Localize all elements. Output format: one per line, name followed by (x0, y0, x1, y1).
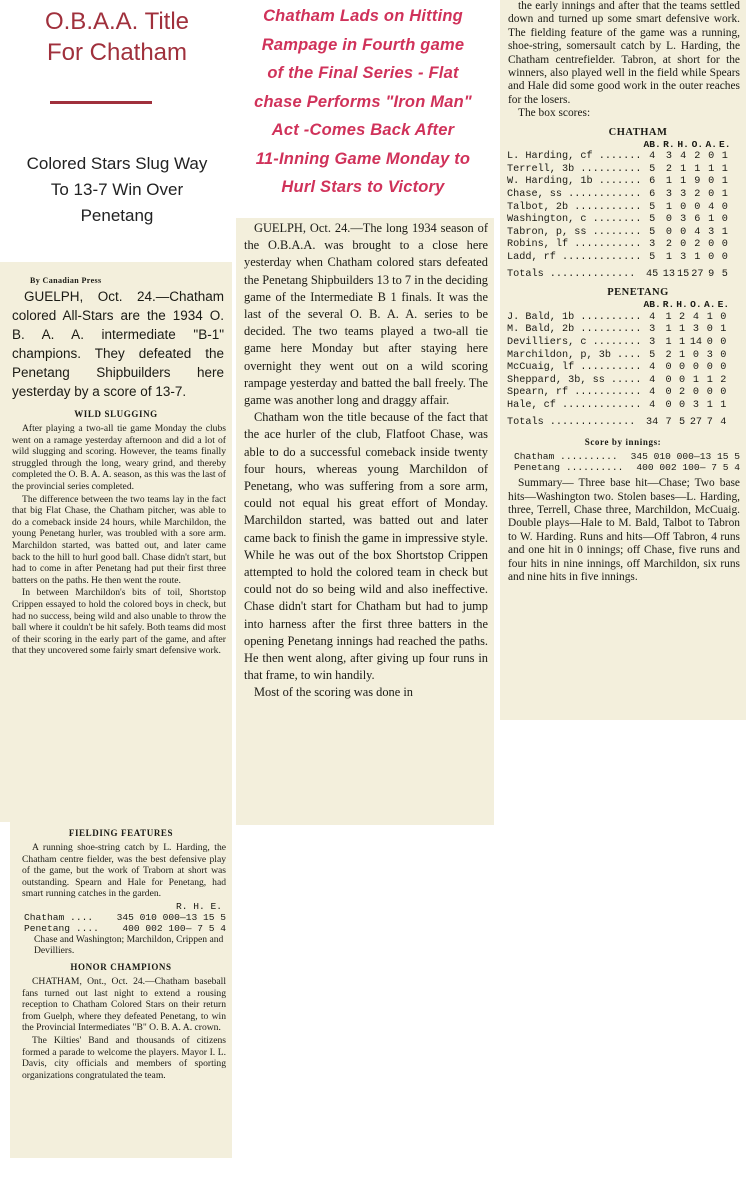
red-headline-line: Chatham Lads on Hitting (263, 7, 463, 25)
line-score-row (24, 923, 226, 934)
player-name: Tabron, p, ss ........ (507, 226, 642, 238)
stat-cell: 0 (720, 311, 727, 323)
stat-cell: 4 (649, 151, 656, 163)
subhead-line-3: Penetang (80, 206, 154, 225)
stat-cell: 0 (706, 362, 713, 374)
player-name: Chase, ss ............ (507, 189, 642, 201)
player-name: Hale, cf ............. (507, 399, 642, 411)
article-body (0, 423, 232, 657)
team-name: Penetang .... (24, 922, 99, 934)
box-score-row (506, 312, 730, 325)
stat-cell: 0 (694, 201, 701, 213)
stat-cell: 3 (692, 324, 699, 336)
box-score-penetang (506, 299, 730, 429)
box-score-row (506, 164, 732, 177)
player-name: J. Bald, 1b .......... (507, 311, 642, 323)
stat-cell: 2 (694, 151, 701, 163)
player-name: Ladd, rf ............. (507, 252, 642, 263)
stat-cell: 9 (694, 176, 701, 188)
inning-line: 345 010 000—13 15 5 (630, 451, 740, 463)
box-score-team: PENETANG (607, 287, 669, 299)
stat-cell: 0 (692, 387, 699, 399)
box-score-row (506, 189, 732, 202)
paragraph: Most of the scoring was done in (254, 685, 413, 700)
batteries: Chase and Washington; Marchildon, Crippen and Devilliers. (34, 933, 224, 956)
box-score-row (506, 176, 732, 189)
stat-cell: 6 (649, 176, 656, 188)
stat-cell: 3 (692, 399, 699, 411)
article-body (10, 976, 232, 1081)
box-score-team: CHATHAM (608, 126, 668, 138)
stat-cell: 0 (692, 362, 699, 374)
paragraph: After playing a two-all tie game Monday the clubs went on a ramage yesterday afternoon and did a lot of wild slugging and scoring. However, the teams finally struggled through the long, weary grind, and thereby completed the O. B. A. A. season, as this was the last of the provincial series completed. (12, 423, 226, 492)
clipping-right (500, 0, 746, 720)
stat-cell: 3 (649, 239, 656, 251)
stat-cell: 1 (665, 176, 672, 188)
player-name: W. Harding, 1b ....... (507, 176, 642, 188)
stat-cell: 0 (665, 362, 672, 374)
stat-cell: 9 (708, 268, 715, 280)
stat-cell: 4 (692, 311, 699, 323)
stat-cell: 5 (649, 214, 656, 226)
stat-cell: 0 (708, 151, 715, 163)
stat-cell: 1 (694, 252, 701, 263)
inning-line: 400 002 100— 7 5 4 (122, 922, 226, 934)
stat-cell: 13 (662, 268, 676, 280)
stat-cell: 0 (692, 349, 699, 361)
totals-label: Totals .............. (507, 268, 636, 280)
byline: By Canadian Press (30, 276, 102, 285)
stat-cell: 0 (720, 349, 727, 361)
column-header: R. (662, 299, 675, 311)
title-line-1: O.B.A.A. Title (44, 8, 190, 35)
stat-cell: 2 (720, 374, 727, 386)
stat-cell: 0 (665, 399, 672, 411)
column-header: AB. (643, 299, 661, 311)
stat-cell: 0 (706, 336, 713, 348)
subhead-line-1: Colored Stars Slug Way (26, 154, 208, 173)
rhe-header: R. H. E. (175, 900, 222, 912)
box-score-row (506, 337, 730, 350)
stat-cell: 15 (677, 268, 690, 280)
line-score (500, 451, 746, 473)
stat-cell: 0 (721, 214, 728, 226)
stat-cell: 2 (665, 163, 672, 175)
stat-cell: 5 (649, 252, 656, 263)
box-score-totals (506, 265, 732, 282)
column-header: E. (719, 138, 731, 150)
summary-paragraph: Summary— Three base hit—Chase; Two base hits—Washington two. Stolen bases—L. Harding, three, Terrell, Chase three, Marchildon, McCuaig. Double plays—Hale to M. Bald, Talbot to Tabron to W. Harding. Runs and hits—Off Tabron, 4 runs and one hit in 0 innings; off Chase, five runs and four hits in nine innings, off Marchildon, six runs and nine hits in five innings. (508, 477, 740, 583)
team-name: Chatham .... (24, 911, 94, 923)
box-score-row (506, 362, 730, 375)
stat-cell: 0 (708, 176, 715, 188)
stat-cell: 1 (720, 324, 727, 336)
stat-cell: 1 (706, 399, 713, 411)
stat-cell: 0 (680, 201, 687, 213)
stat-cell: 1 (721, 151, 728, 163)
player-name: Talbot, 2b ........... (507, 201, 642, 213)
line-score-row (514, 451, 740, 462)
stat-cell: 0 (678, 399, 686, 411)
red-headline-line: chase Performs "Iron Man" (254, 92, 472, 111)
stat-cell: 3 (665, 189, 672, 201)
stat-cell: 4 (680, 151, 687, 163)
stat-cell: 0 (720, 336, 727, 348)
stat-cell: 0 (720, 362, 727, 374)
stat-cell: 45 (646, 268, 659, 280)
stat-cell: 0 (706, 324, 713, 336)
paragraph: CHATHAM, Ont., Oct. 24.—Chatham baseball fans turned out last night to extend a rousing reception to Chatham Colored Stars on their return from Guelph, where they defeated Penetang, to win the Provincial Intermediates "B" O. B. A. A. crown. (22, 975, 226, 1034)
article-body (236, 218, 494, 702)
article-body (500, 477, 746, 584)
stat-cell: 2 (665, 349, 672, 361)
stat-cell: 1 (721, 189, 728, 201)
stat-cell: 0 (720, 387, 727, 399)
box-score-row (506, 214, 732, 227)
box-score-rows (506, 151, 732, 264)
stat-cell: 0 (680, 226, 687, 238)
stat-cell: 0 (665, 214, 672, 226)
stat-cell: 0 (708, 189, 715, 201)
stat-cell: 1 (692, 374, 699, 386)
sub-headline (4, 151, 230, 229)
stat-cell: 5 (649, 163, 656, 175)
box-score-row (506, 202, 732, 215)
stat-cell: 0 (665, 226, 672, 238)
article-body (10, 842, 232, 900)
stat-cell: 3 (680, 189, 687, 201)
clipping-middle (236, 218, 494, 825)
column-header: R. (663, 138, 675, 150)
stat-cell: 7 (706, 416, 713, 428)
stat-cell: 0 (680, 239, 687, 251)
stat-cell: 1 (694, 163, 701, 175)
stat-cell: 4 (694, 226, 701, 238)
title-underline (50, 101, 152, 104)
box-score-row (506, 239, 732, 252)
stat-cell: 3 (708, 226, 715, 238)
red-headline-line: Act -Comes Back After (271, 121, 455, 139)
stat-cell: 1 (680, 176, 687, 188)
page-title (6, 6, 228, 68)
box-score-header (506, 139, 732, 152)
stat-cell: 0 (678, 374, 686, 386)
stat-cell: 1 (721, 163, 728, 175)
stat-cell: 1 (721, 176, 728, 188)
clipping-left-upper (0, 262, 232, 822)
lead-paragraph: GUELPH, Oct. 24.—Chatham colored All-Stars are the 1934 O. B. A. A. intermediate "B-1" champions. They defeated the Penetang Shipbuilders here yesterday by a score of 13-7. (12, 289, 224, 399)
subhead-line-2: To 13-7 Win Over (50, 180, 184, 199)
stat-cell: 1 (678, 349, 686, 361)
stat-cell: 0 (708, 252, 715, 263)
player-name: Washington, c ........ (507, 214, 642, 226)
stat-cell: 2 (665, 239, 672, 251)
stat-cell: 4 (720, 416, 727, 428)
stat-cell: 3 (680, 252, 687, 263)
stat-cell: 5 (649, 349, 656, 361)
stat-cell: 0 (678, 362, 686, 374)
column-header: H. (677, 138, 689, 150)
player-name: Terrell, 3b .......... (507, 163, 642, 175)
stat-cell: 27 (689, 416, 703, 428)
box-score-row (506, 324, 730, 337)
red-headline (232, 2, 494, 202)
box-score-chatham (506, 139, 732, 282)
column-header: AB. (643, 138, 661, 150)
paragraph: In between Marchildon's bits of toil, Shortstop Crippen essayed to hold the colored boys in check, but had no success, being wild and also unable to throw the ball where it couldn't be hit safely. Both teams did most of their scoring in the early part of the game, and after that they uncovered some fairly smart defensive work. (12, 587, 226, 657)
paragraph: The difference between the two teams lay in the fact that big Flat Chase, the Chatham pitcher, was able to do a comeback inside 24 hours, while Marchildon, the young Penetang hurler, was troubled with a sore arm. Marchildon started, was batted out, and later came back to the hill to hurl good ball. Chase didn't start, but had to come in after Penetang had put their first three batters on the paths. He then went the route. (12, 493, 226, 586)
stat-cell: 1 (706, 311, 713, 323)
paragraph: The Kilties' Band and thousands of citizens formed a parade to welcome the players. Mayor I. L. Davis, city officials and members of sporting organizations congratulated the team. (22, 1034, 226, 1081)
stat-cell: 1 (706, 374, 713, 386)
box-score-row (506, 375, 730, 388)
stat-cell: 0 (706, 387, 713, 399)
stat-cell: 1 (665, 252, 672, 263)
stat-cell: 0 (665, 387, 672, 399)
box-score-totals (506, 413, 730, 430)
paragraph: The box scores: (518, 107, 591, 120)
stat-cell: 3 (680, 214, 687, 226)
player-name: Devilliers, c ........ (507, 336, 642, 348)
paragraph: the early innings and after that the teams settled down and turned up some smart defensive work. The fielding feature of the game was a running, shoe-string, somersault catch by L. Harding, the Chatham centrefielder. Tabron, at short for the winners, also played well in the field while Spears and Hale did some good work in the outer reaches for the losers. (508, 0, 740, 106)
box-score-row (506, 387, 730, 400)
stat-cell: 2 (694, 189, 701, 201)
stat-cell: 0 (721, 239, 728, 251)
red-headline-line: Hurl Stars to Victory (281, 178, 445, 196)
stat-cell: 5 (721, 268, 728, 280)
stat-cell: 1 (665, 201, 672, 213)
stat-cell: 0 (721, 252, 728, 263)
stat-cell: 1 (708, 214, 715, 226)
column-header: O. (691, 138, 704, 150)
stat-cell: 3 (649, 324, 656, 336)
red-headline-line: Rampage in Fourth game (261, 35, 465, 54)
box-score-row (506, 252, 732, 265)
stat-cell: 4 (708, 201, 715, 213)
stat-cell: 5 (649, 226, 656, 238)
stat-cell: 0 (708, 239, 715, 251)
column-header: O. (690, 299, 702, 311)
player-name: Sheppard, 3b, ss ..... (507, 374, 642, 386)
box-score-row (506, 400, 730, 413)
section-heading: FIELDING FEATURES (68, 828, 174, 838)
team-name: Penetang .......... (514, 462, 624, 474)
stat-cell: 1 (720, 399, 727, 411)
player-name: Spearn, rf ........... (507, 387, 642, 399)
section-heading: WILD SLUGGING (74, 409, 158, 419)
stat-cell: 1 (665, 336, 672, 348)
stat-cell: 2 (678, 387, 686, 399)
stat-cell: 4 (649, 362, 656, 374)
stat-cell: 2 (694, 239, 701, 251)
stat-cell: 2 (678, 311, 686, 323)
red-headline-line: of the Final Series - Flat (267, 64, 459, 82)
box-score-row (506, 350, 730, 363)
stat-cell: 0 (721, 201, 728, 213)
player-name: McCuaig, lf .......... (507, 362, 642, 374)
paragraph: A running shoe-string catch by L. Harding, the Chatham centre fielder, was the best defensive play of the game, but the work of Traborn at short was outstanding. Spearn and Hale for Penetang, had smart running catches in the garden. (22, 842, 226, 900)
title-line-2: For Chatham (46, 39, 188, 66)
section-heading: HONOR CHAMPIONS (70, 961, 172, 972)
player-name: Robins, lf ........... (507, 239, 642, 251)
stat-cell: 7 (665, 416, 672, 428)
box-score-row (506, 151, 732, 164)
article-body (500, 0, 746, 121)
stat-cell: 27 (691, 268, 704, 280)
stat-cell: 1 (678, 336, 686, 348)
clipping-left-lower (10, 822, 232, 1158)
stat-cell: 3 (665, 151, 672, 163)
column-header: H. (676, 299, 688, 311)
inning-line: 345 010 000—13 15 5 (116, 911, 226, 923)
column-header: E. (717, 299, 730, 311)
stat-cell: 1 (708, 163, 715, 175)
stat-cell: 1 (678, 324, 686, 336)
box-score-row (506, 227, 732, 240)
stat-cell: 1 (665, 311, 672, 323)
line-score (10, 912, 232, 934)
line-score-row (514, 462, 740, 473)
stat-cell: 3 (706, 349, 713, 361)
column-header: A. (705, 138, 717, 150)
stat-cell: 4 (649, 399, 656, 411)
stat-cell: 5 (678, 416, 686, 428)
stat-cell: 3 (649, 336, 656, 348)
box-score-rows (506, 312, 730, 413)
paragraph: Chatham won the title because of the fact that the ace hurler of the club, Flatfoot Chase, was able to do a successful comeback inside twenty four hours, whereas young Marchildon of Penetang, who was suffering from a sore arm, could not equal his great effort of Monday. Marchildon started, was batted out and later came back to finish the game in impressive style. While he was out of the box Shortstop Crippen attempted to hold the colored team in check but could not do so being wild and also ineffective. Chase didn't start for Chatham but had to jump into harness after the first three batters in the opening Penetang innings had reached the paths. He then went along, after giving up four runs in that frame, to win handily. (244, 410, 488, 683)
stat-cell: 0 (665, 374, 672, 386)
inning-line: 400 002 100— 7 5 4 (636, 462, 740, 474)
stat-cell: 4 (649, 387, 656, 399)
box-score-header (506, 299, 730, 312)
player-name: Marchildon, p, 3b .... (507, 349, 642, 361)
player-name: L. Harding, cf ....... (507, 151, 642, 163)
stat-cell: 1 (721, 226, 728, 238)
player-name: M. Bald, 2b .......... (507, 324, 642, 336)
stat-cell: 4 (649, 374, 656, 386)
stat-cell: 4 (649, 311, 656, 323)
stat-cell: 14 (689, 336, 703, 348)
score-by-innings-heading: Score by innings: (584, 437, 662, 448)
line-score-row (24, 912, 226, 923)
stat-cell: 34 (646, 416, 659, 428)
totals-label: Totals .............. (507, 416, 636, 428)
stat-cell: 6 (649, 189, 656, 201)
stat-cell: 1 (680, 163, 687, 175)
stat-cell: 1 (665, 324, 672, 336)
team-name: Chatham .......... (514, 451, 618, 463)
stat-cell: 6 (694, 214, 701, 226)
column-header: A. (704, 299, 716, 311)
stat-cell: 5 (649, 201, 656, 213)
paragraph: GUELPH, Oct. 24.—The long 1934 season of the O.B.A.A. was brought to a close here yesterday when Chatham colored stars defeated the Penetang Shipbuilders 13 to 7 in the deciding game of the Intermediate B 1 finals. It was the last of the several O. B. A. A. series to be decided. The two teams played a two-all tie game here Monday but after staying here overnight they went out on a wild scoring rampage yesterday and batted the ball freely. The game was another long and draggy affair. (244, 221, 488, 408)
red-headline-line: 11-Inning Game Monday to (255, 149, 471, 168)
